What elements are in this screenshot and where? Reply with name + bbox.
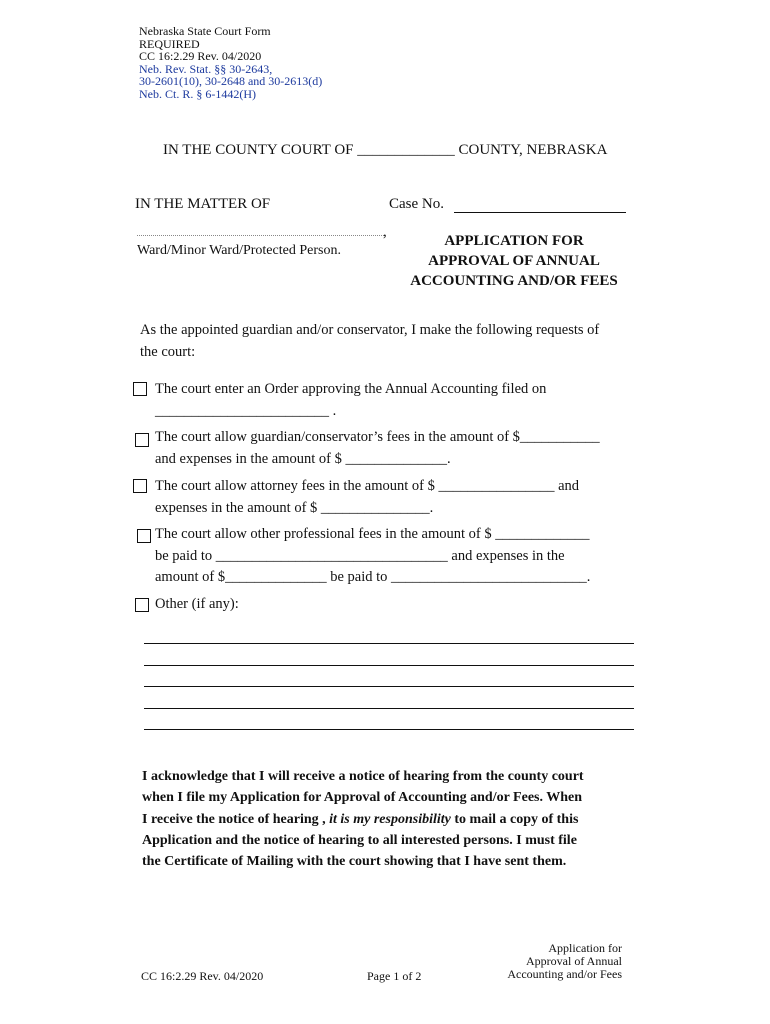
accounting-date-field[interactable]: ________________________ . <box>155 402 337 419</box>
other-input-line-5[interactable] <box>144 729 634 730</box>
request-attorney-fees-checkbox[interactable] <box>133 479 147 493</box>
title-line-1: APPLICATION FOR <box>444 233 584 249</box>
matter-label: IN THE MATTER OF <box>135 196 271 212</box>
intro-line-2: the court: <box>140 343 196 360</box>
header-required: REQUIRED <box>139 36 200 51</box>
request-accounting-line-1: The court enter an Order approving the Annual Accounting filed on <box>155 381 547 397</box>
footer-title-line-1: Application for <box>548 941 622 955</box>
document-title <box>398 231 630 291</box>
request-professional-fees <box>155 524 635 589</box>
professional-expenses-line[interactable]: amount of $______________ be paid to ___________________________. <box>155 569 591 585</box>
footer-page-number: Page 1 of 2 <box>367 969 422 983</box>
header-statute-link-1[interactable]: Neb. Rev. Stat. §§ 30-2643, <box>139 61 273 76</box>
case-number-input[interactable] <box>454 198 626 213</box>
ack-line-3: I receive the notice of hearing , it is my responsibility to mail a copy of this <box>142 811 579 827</box>
attorney-fees-line[interactable]: The court allow attorney fees in the amount of $ ________________ and <box>155 478 580 494</box>
footer-title-line-3: Accounting and/or Fees <box>507 967 622 981</box>
footer-title-line-2: Approval of Annual <box>526 954 622 968</box>
header-rule-link[interactable]: Neb. Ct. R. § 6-1442(H) <box>139 86 256 101</box>
form-header <box>139 25 322 100</box>
header-statute-link-2[interactable]: 30-2601(10), 30-2648 and 30-2613(d) <box>139 74 323 88</box>
ack-line-2: when I file my Application for Approval of Accounting and/or Fees. When <box>142 790 583 806</box>
request-other-checkbox[interactable] <box>135 598 149 612</box>
professional-fees-line[interactable]: The court allow other professional fees in the amount of $ _____________ <box>155 526 590 542</box>
ward-label: Ward/Minor Ward/Protected Person. <box>137 243 341 258</box>
guardian-expenses-line[interactable]: and expenses in the amount of $ ______________. <box>155 450 451 467</box>
ward-comma: , <box>383 224 387 240</box>
ack-line-1: I acknowledge that I will receive a notice of hearing from the county court <box>142 769 584 784</box>
court-heading: IN THE COUNTY COURT OF _____________ COUNTY, NEBRASKA <box>163 142 608 158</box>
intro-paragraph <box>140 320 630 363</box>
ward-name-input[interactable] <box>137 235 384 236</box>
request-accounting-checkbox[interactable] <box>133 382 147 396</box>
request-other-label: Other (if any): <box>155 596 239 612</box>
guardian-fees-line[interactable]: The court allow guardian/conservator’s fees in the amount of $___________ <box>155 429 600 445</box>
request-accounting <box>155 379 635 422</box>
case-number-field <box>389 196 626 213</box>
ack-line-5: the Certificate of Mailing with the court showing that I have sent them. <box>142 854 567 870</box>
attorney-expenses-line[interactable]: expenses in the amount of $ _______________. <box>155 499 434 516</box>
other-input-line-4[interactable] <box>144 708 634 709</box>
header-form-name: Nebraska State Court Form <box>139 24 271 38</box>
request-attorney-fees <box>155 476 635 519</box>
intro-line-1: As the appointed guardian and/or conservator, I make the following requests of <box>140 322 600 338</box>
footer-form-title <box>490 942 622 981</box>
ack-line-4: Application and the notice of hearing to all interested persons. I must file <box>142 832 577 848</box>
other-input-line-2[interactable] <box>144 665 634 666</box>
ack-emphasis: it is my responsibility <box>329 811 451 827</box>
request-guardian-fees <box>155 427 635 470</box>
footer-form-number: CC 16:2.29 Rev. 04/2020 <box>141 969 264 983</box>
request-professional-fees-checkbox[interactable] <box>137 529 151 543</box>
professional-payee-line[interactable]: be paid to ________________________________ and expenses in the <box>155 547 565 564</box>
title-line-3: ACCOUNTING AND/OR FEES <box>410 273 618 289</box>
request-guardian-fees-checkbox[interactable] <box>135 433 149 447</box>
header-form-number: CC 16:2.29 Rev. 04/2020 <box>139 49 262 63</box>
other-input-line-3[interactable] <box>144 686 634 687</box>
case-number-label: Case No. <box>389 196 444 212</box>
title-line-2: APPROVAL OF ANNUAL <box>428 253 600 269</box>
other-input-line-1[interactable] <box>144 643 634 644</box>
acknowledgment-paragraph <box>142 766 632 872</box>
